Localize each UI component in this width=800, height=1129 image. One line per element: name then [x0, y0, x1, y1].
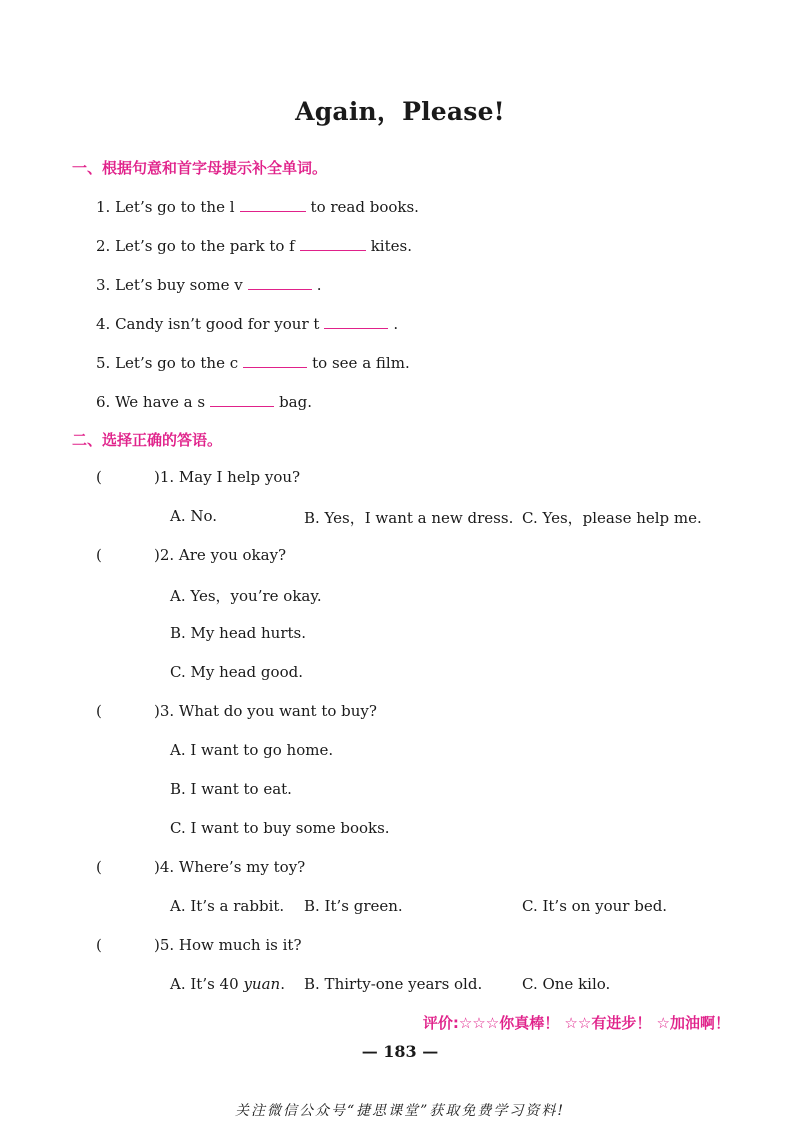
blank-5[interactable]: [243, 351, 307, 368]
option-1a: A. No.: [170, 507, 218, 525]
section-1-heading: 一、根据句意和首字母提示补全单词。: [72, 159, 328, 177]
page-number: — 183 —: [361, 1042, 439, 1061]
page-title: Again，Please!: [295, 97, 505, 126]
answer-paren[interactable]: (: [96, 858, 102, 876]
rating-line: 评价:☆☆☆你真棒！ ☆☆有进步！ ☆加油啊！: [422, 1014, 730, 1032]
option-3b: B. I want to eat.: [170, 780, 292, 798]
answer-paren[interactable]: (: [96, 468, 102, 486]
question-4: ( )4. Where’s my toy?: [96, 858, 306, 876]
fill-item-1: 1. Let’s go to the l to read books.: [96, 195, 419, 216]
question-5: ( )5. How much is it?: [96, 936, 302, 954]
option-4b: B. It’s green.: [304, 897, 403, 915]
fill-item-4: 4. Candy isn’t good for your t .: [96, 312, 398, 333]
question-1: ( )1. May I help you?: [96, 468, 301, 486]
option-1b: B. Yes，I want a new dress.: [304, 509, 514, 527]
option-3c: C. I want to buy some books.: [170, 819, 390, 837]
fill-item-6: 6. We have a s bag.: [96, 390, 312, 411]
answer-paren[interactable]: (: [96, 936, 102, 954]
footer-note: 关注微信公众号“捷思课堂”获取免费学习资料!: [235, 1103, 565, 1119]
section-2-heading: 二、选择正确的答语。: [72, 431, 223, 449]
fill-item-5: 5. Let’s go to the c to see a film.: [96, 351, 410, 372]
question-3: ( )3. What do you want to buy?: [96, 702, 377, 720]
option-5b: B. Thirty-one years old.: [304, 975, 483, 993]
blank-3[interactable]: [248, 273, 312, 290]
option-5c: C. One kilo.: [522, 975, 611, 993]
option-2a: A. Yes，you’re okay.: [170, 587, 322, 605]
option-5a: A. It’s 40 yuan.: [170, 975, 285, 993]
option-2b: B. My head hurts.: [170, 624, 306, 642]
option-1c: C. Yes，please help me.: [522, 509, 702, 527]
fill-item-2: 2. Let’s go to the park to f kites.: [96, 234, 412, 255]
blank-2[interactable]: [300, 234, 366, 251]
question-2: ( )2. Are you okay?: [96, 546, 287, 564]
answer-paren[interactable]: (: [96, 546, 102, 564]
fill-item-3: 3. Let’s buy some v .: [96, 273, 322, 294]
blank-1[interactable]: [240, 195, 306, 212]
option-3a: A. I want to go home.: [170, 741, 334, 759]
blank-6[interactable]: [210, 390, 274, 407]
option-2c: C. My head good.: [170, 663, 303, 681]
option-4a: A. It’s a rabbit.: [170, 897, 285, 915]
answer-paren[interactable]: (: [96, 702, 102, 720]
blank-4[interactable]: [324, 312, 388, 329]
option-4c: C. It’s on your bed.: [522, 897, 668, 915]
